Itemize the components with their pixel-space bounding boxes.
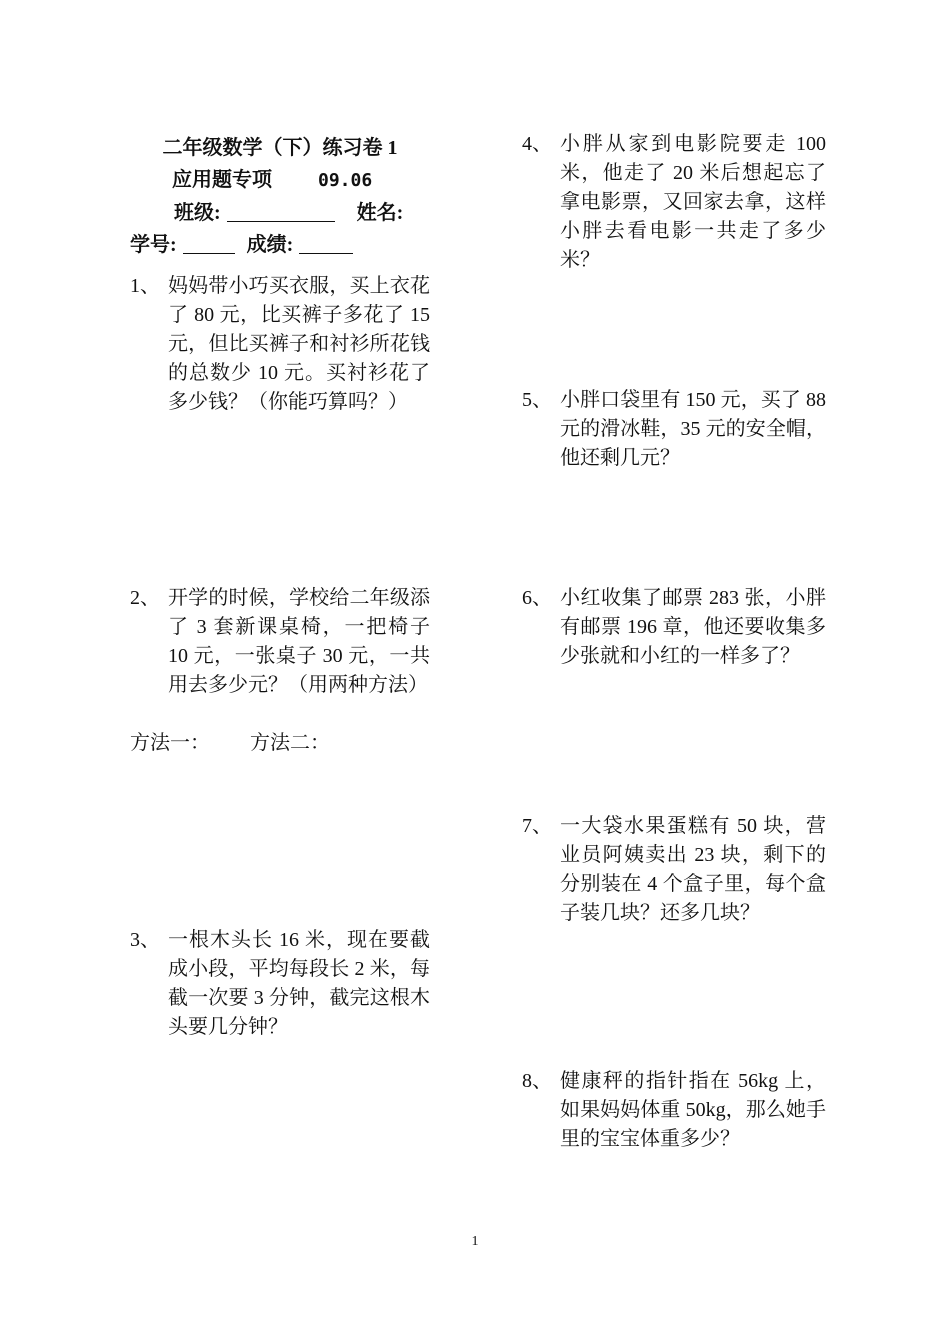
- class-blank[interactable]: [227, 201, 335, 222]
- question-number: 1、: [130, 275, 160, 297]
- question-1: [130, 272, 430, 417]
- name-label: 姓名:: [356, 202, 404, 224]
- worksheet-subtitle: 应用题专项: [172, 169, 272, 191]
- question-5: [522, 386, 826, 473]
- question-text: 小红收集了邮票 283 张，小胖有邮票 196 章，他还要收集多少张就和小红的一样多了？: [560, 587, 826, 667]
- worksheet-title: 二年级数学（下）练习卷 1: [162, 137, 398, 159]
- question-number: 6、: [522, 587, 552, 609]
- question-text: 一根木头长 16 米，现在要截成小段，平均每段长 2 米，每截一次要 3 分钟，截完这根木头要几分钟？: [168, 929, 430, 1038]
- class-label: 班级:: [174, 202, 221, 224]
- question-number: 5、: [522, 389, 552, 411]
- worksheet-header: [130, 132, 430, 261]
- question-number: 8、: [522, 1070, 552, 1092]
- page-number: 1: [471, 1234, 479, 1249]
- question-number: 3、: [130, 929, 160, 951]
- question-text: 一大袋水果蛋糕有 50 块，营业员阿姨卖出 23 块，剩下的分别装在 4 个盒子里，每个盒子装几块？还多几块？: [560, 815, 826, 924]
- question-text: 开学的时候，学校给二年级添了 3 套新课桌椅，一把椅子 10 元，一张桌子 30 元，一共用去多少元？（用两种方法）: [168, 587, 430, 696]
- subtitle-line: [130, 164, 430, 197]
- question-number: 7、: [522, 815, 552, 837]
- student-id-label: 学号:: [130, 234, 177, 256]
- question-number: 2、: [130, 587, 160, 609]
- question-7: [522, 812, 826, 928]
- worksheet-date: 09.06: [318, 170, 373, 191]
- question-2: [130, 584, 430, 700]
- methods-line: [130, 729, 330, 758]
- score-label: 成绩:: [246, 234, 294, 256]
- question-text: 小胖口袋里有 150 元，买了 88 元的滑冰鞋，35 元的安全帽，他还剩几元？: [560, 389, 826, 469]
- question-6: [522, 584, 826, 671]
- question-text: 健康秤的指针指在 56kg 上，如果妈妈体重 50kg，那么她手里的宝宝体重多少？: [560, 1070, 826, 1150]
- id-score-line: [130, 229, 430, 261]
- question-4: [522, 130, 826, 275]
- student-id-blank[interactable]: [183, 233, 235, 254]
- question-number: 4、: [522, 133, 552, 155]
- question-text: 小胖从家到电影院要走 100 米，他走了 20 米后想起忘了拿电影票，又回家去拿，这样小胖去看电影一共走了多少米？: [560, 133, 826, 271]
- method-two-label: 方法二：: [250, 732, 330, 754]
- method-one-label: 方法一：: [130, 732, 210, 754]
- question-text: 妈妈带小巧买衣服，买上衣花了 80 元，比买裤子多花了 15 元，但比买裤子和衬衫所花钱的总数少 10 元。买衬衫花了多少钱？（你能巧算吗？）: [168, 275, 430, 413]
- class-name-line: [130, 197, 430, 229]
- question-8: [522, 1067, 826, 1154]
- score-blank[interactable]: [299, 233, 353, 254]
- question-3: [130, 926, 430, 1042]
